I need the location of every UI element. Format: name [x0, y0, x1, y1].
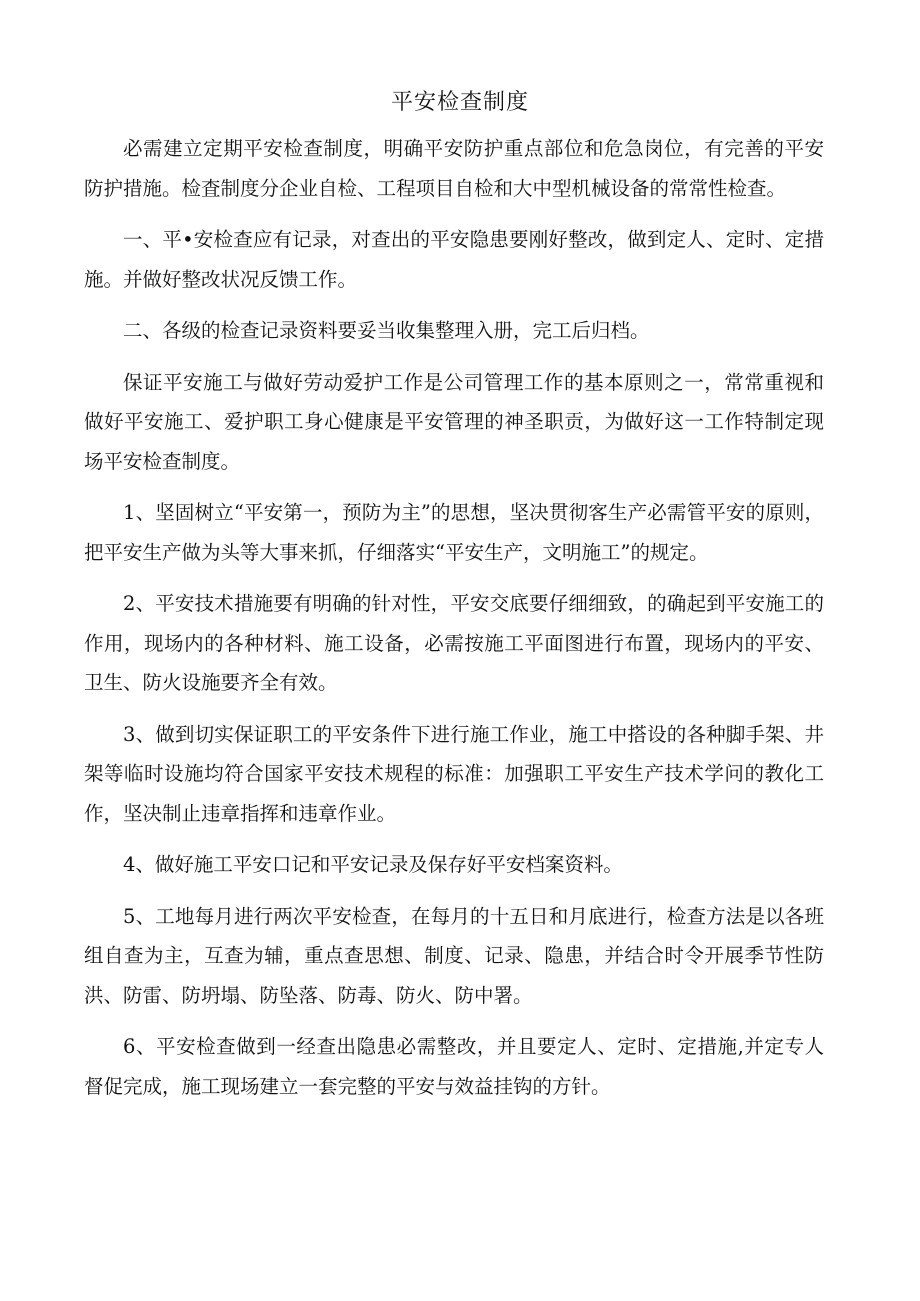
paragraph: 一、平•安检查应有记录，对查出的平安隐患要刚好整改，做到定人、定时、定措施。并做好整改状况反馈工作。	[84, 228, 824, 291]
document-title: 平安检查制度	[390, 90, 529, 115]
paragraph: 二、各级的检查记录资料要妥当收集整理入册，完工后归档。	[123, 319, 650, 342]
paragraph: 保证平安施工与做好劳动爱护工作是公司管理工作的基本原则之一，常常重视和做好平安施工、爱护职工身心健康是平安管理的神圣职贡，为做好这一工作特制定现场平安检查制度。	[84, 370, 824, 473]
document-body	[84, 129, 824, 1118]
paragraph: 3、做到切实保证职工的平安条件下进行施工作业，施工中搭设的各种脚手架、井架等临时设施均符合国家平安技术规程的标准：加强职工平安生产技术学问的教化工作，坚决制止违章指挥和违章作业。	[84, 722, 824, 825]
paragraph: 4、做好施工平安口记和平安记录及保存好平安档案资料。	[123, 853, 623, 876]
paragraph: 2、平安技术措施要有明确的针对性，平安交底要仔细细致，的确起到平安施工的作用，现场内的各种材料、施工设备，必需按施工平面图进行布置，现场内的平安、卫生、防火设施要齐全有效。	[84, 592, 824, 694]
paragraph: 5、工地每月进行两次平安检查，在每月的十五日和月底进行，检查方法是以各班组自查为主，互查为辅，重点查思想、制度、记录、隐患，并结合时令开展季节性防洪、防雷、防坍塌、防坠落、防毒、防火、防中署。	[84, 904, 824, 1007]
paragraph: 6、平安检查做到一经查出隐患必需整改，并且要定人、定时、定措施,并定专人督促完成，施工现场建立一套完整的平安与效益挂钩的方针。	[84, 1035, 824, 1098]
paragraph: 必需建立定期平安检查制度，明确平安防护重点部位和危急岗位，有完善的平安防护措施。检査制度分企业自检、工程项目自检和大中型机械设备的常常性检查。	[84, 137, 824, 200]
paragraph: 1、坚固树立“平安第一，预防为主”的思想，坚决贯彻客生产必需管平安的原则，把平安生产做为头等大事来抓，仔细落实“平安生产，文明施工”的规定。	[84, 501, 824, 564]
